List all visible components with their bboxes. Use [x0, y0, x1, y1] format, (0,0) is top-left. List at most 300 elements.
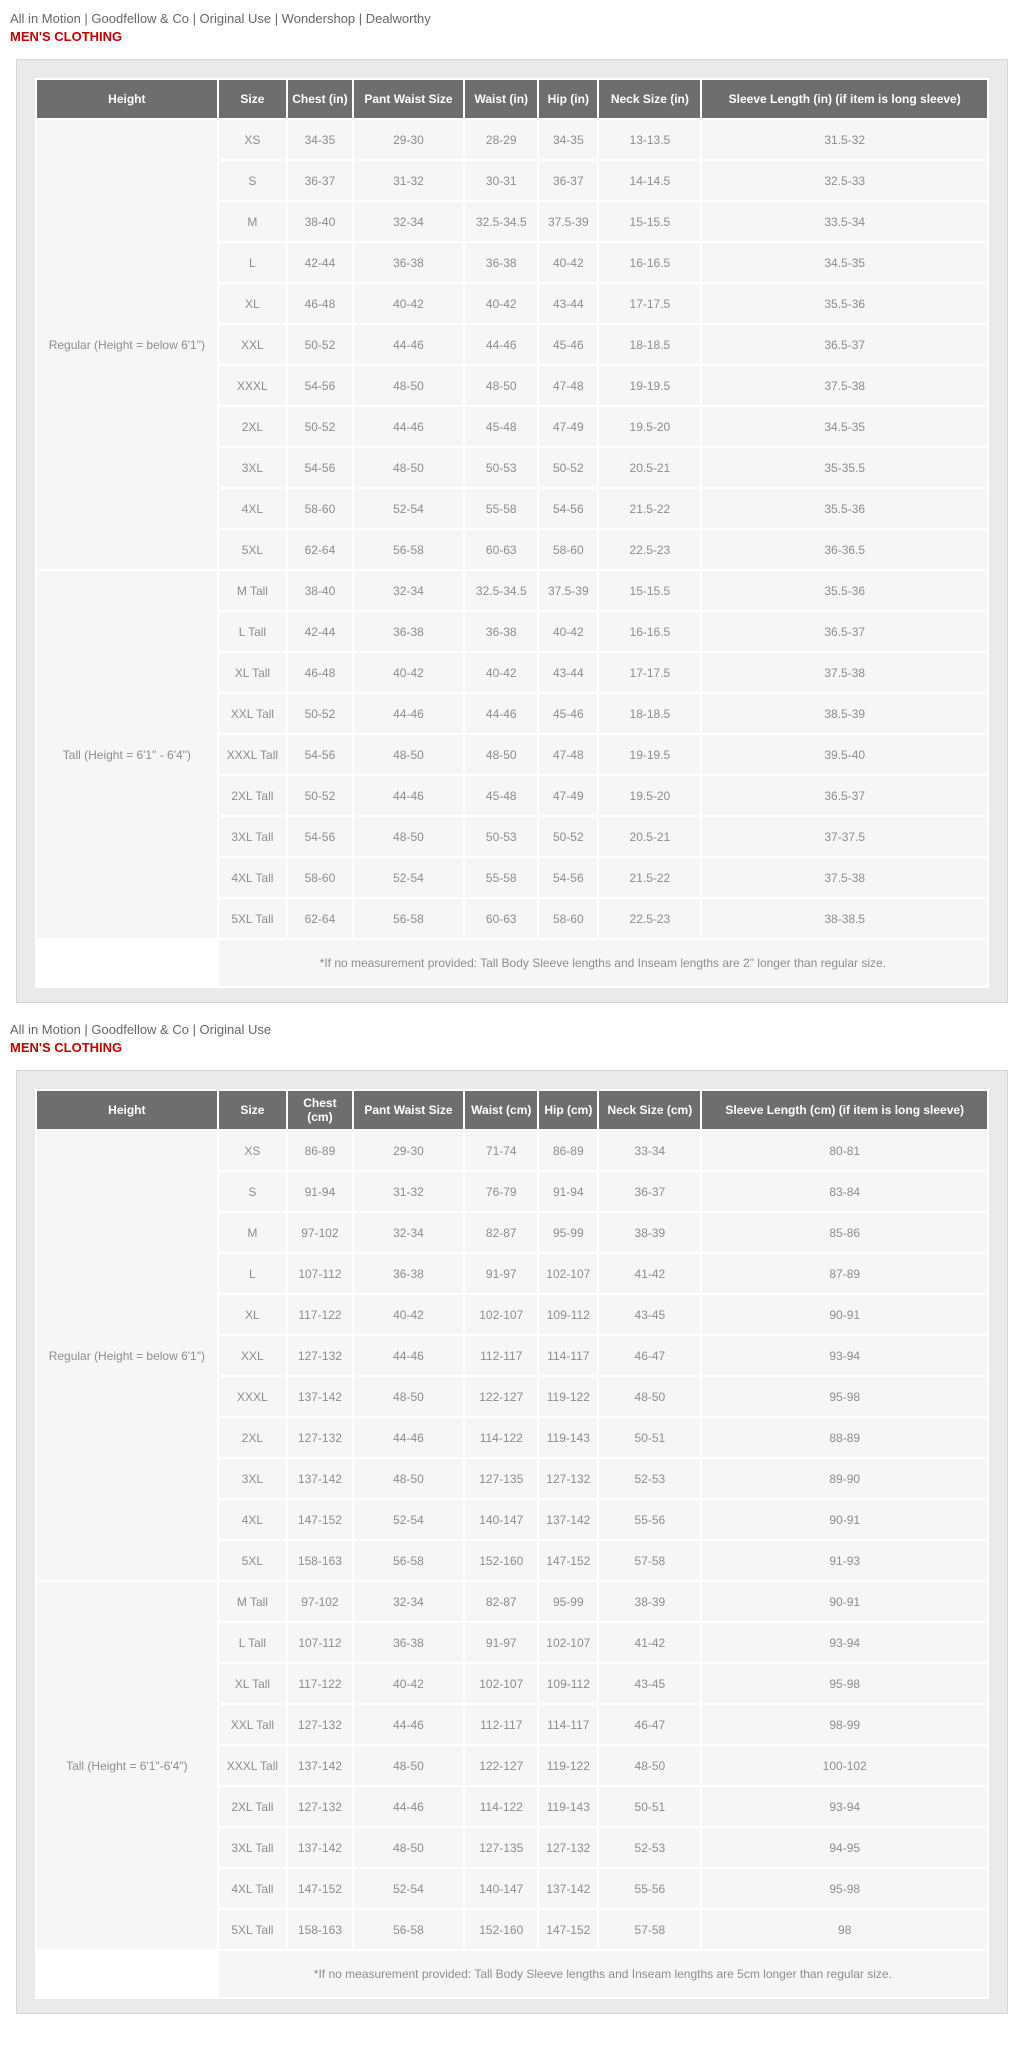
- measurement-cell: 127-135: [465, 1459, 537, 1498]
- measurement-cell: 140-147: [465, 1500, 537, 1539]
- measurement-cell: 86-89: [539, 1131, 597, 1170]
- measurement-cell: 36-38: [465, 612, 537, 651]
- measurement-cell: 52-53: [599, 1828, 700, 1867]
- measurement-cell: 97-102: [288, 1582, 352, 1621]
- measurement-cell: 85-86: [702, 1213, 987, 1252]
- measurement-cell: 89-90: [702, 1459, 987, 1498]
- measurement-cell: 102-107: [465, 1664, 537, 1703]
- measurement-cell: 16-16.5: [599, 243, 700, 282]
- measurement-cell: 140-147: [465, 1869, 537, 1908]
- column-header: Height: [37, 1091, 217, 1129]
- measurement-cell: 44-46: [354, 694, 464, 733]
- measurement-cell: 137-142: [288, 1459, 352, 1498]
- measurement-cell: 38.5-39: [702, 694, 987, 733]
- measurement-cell: 56-58: [354, 1541, 464, 1580]
- measurement-cell: 35-35.5: [702, 448, 987, 487]
- measurement-cell: 38-39: [599, 1582, 700, 1621]
- measurement-cell: 137-142: [288, 1746, 352, 1785]
- measurement-cell: 43-44: [539, 284, 597, 323]
- measurement-cell: 102-107: [465, 1295, 537, 1334]
- measurement-cell: 31-32: [354, 161, 464, 200]
- measurement-cell: 16-16.5: [599, 612, 700, 651]
- size-label-cell: 4XL Tall: [219, 858, 286, 897]
- size-label-cell: XXXL Tall: [219, 735, 286, 774]
- measurement-cell: 50-52: [288, 325, 352, 364]
- size-label-cell: L: [219, 243, 286, 282]
- measurement-cell: 43-44: [539, 653, 597, 692]
- measurement-cell: 18-18.5: [599, 694, 700, 733]
- measurement-cell: 152-160: [465, 1910, 537, 1949]
- measurement-cell: 46-47: [599, 1336, 700, 1375]
- size-label-cell: S: [219, 1172, 286, 1211]
- measurement-cell: 80-81: [702, 1131, 987, 1170]
- column-header: Size: [219, 1091, 286, 1129]
- measurement-cell: 44-46: [354, 325, 464, 364]
- measurement-cell: 52-54: [354, 1500, 464, 1539]
- measurement-cell: 127-132: [539, 1459, 597, 1498]
- measurement-cell: 60-63: [465, 899, 537, 938]
- measurement-cell: 43-45: [599, 1295, 700, 1334]
- measurement-cell: 37.5-38: [702, 653, 987, 692]
- table-header-row: [37, 1091, 987, 1129]
- measurement-cell: 95-98: [702, 1377, 987, 1416]
- size-label-cell: L Tall: [219, 612, 286, 651]
- size-label-cell: 3XL: [219, 1459, 286, 1498]
- measurement-cell: 32-34: [354, 1213, 464, 1252]
- measurement-cell: 40-42: [465, 653, 537, 692]
- size-label-cell: M Tall: [219, 571, 286, 610]
- column-header: Pant Waist Size: [354, 1091, 464, 1129]
- measurement-cell: 44-46: [354, 1787, 464, 1826]
- measurement-cell: 36-38: [354, 1254, 464, 1293]
- measurement-cell: 42-44: [288, 243, 352, 282]
- measurement-cell: 40-42: [354, 653, 464, 692]
- measurement-cell: 54-56: [288, 817, 352, 856]
- measurement-cell: 119-143: [539, 1418, 597, 1457]
- measurement-cell: 45-48: [465, 776, 537, 815]
- measurement-cell: 52-54: [354, 1869, 464, 1908]
- table-header-row: [37, 80, 987, 118]
- measurement-cell: 19-19.5: [599, 735, 700, 774]
- column-header: Height: [37, 80, 217, 118]
- measurement-cell: 17-17.5: [599, 653, 700, 692]
- brand-list: All in Motion | Goodfellow & Co | Original Use | Wondershop | Dealworthy: [10, 11, 431, 26]
- measurement-cell: 114-117: [539, 1336, 597, 1375]
- measurement-cell: 50-51: [599, 1418, 700, 1457]
- measurement-cell: 45-48: [465, 407, 537, 446]
- measurement-cell: 31-32: [354, 1172, 464, 1211]
- measurement-cell: 38-39: [599, 1213, 700, 1252]
- measurement-cell: 48-50: [354, 366, 464, 405]
- measurement-cell: 38-40: [288, 202, 352, 241]
- measurement-cell: 91-97: [465, 1623, 537, 1662]
- measurement-cell: 114-122: [465, 1418, 537, 1457]
- measurement-cell: 20.5-21: [599, 448, 700, 487]
- measurement-cell: 58-60: [539, 899, 597, 938]
- measurement-cell: 50-52: [288, 776, 352, 815]
- measurement-cell: 36-36.5: [702, 530, 987, 569]
- measurement-cell: 54-56: [288, 366, 352, 405]
- measurement-cell: 91-94: [539, 1172, 597, 1211]
- measurement-cell: 39.5-40: [702, 735, 987, 774]
- measurement-cell: 46-48: [288, 284, 352, 323]
- measurement-cell: 114-117: [539, 1705, 597, 1744]
- measurement-cell: 54-56: [288, 448, 352, 487]
- measurement-cell: 37.5-39: [539, 571, 597, 610]
- measurement-cell: 36-37: [539, 161, 597, 200]
- size-label-cell: 4XL Tall: [219, 1869, 286, 1908]
- measurement-cell: 44-46: [354, 1705, 464, 1744]
- measurement-cell: 50-52: [539, 817, 597, 856]
- measurement-cell: 15-15.5: [599, 571, 700, 610]
- size-label-cell: XL: [219, 284, 286, 323]
- measurement-cell: 41-42: [599, 1623, 700, 1662]
- measurement-cell: 48-50: [354, 817, 464, 856]
- measurement-cell: 76-79: [465, 1172, 537, 1211]
- measurement-cell: 109-112: [539, 1664, 597, 1703]
- measurement-cell: 127-132: [288, 1705, 352, 1744]
- column-header: Neck Size (cm): [599, 1091, 700, 1129]
- measurement-cell: 58-60: [539, 530, 597, 569]
- measurement-cell: 91-97: [465, 1254, 537, 1293]
- measurement-cell: 32-34: [354, 571, 464, 610]
- size-label-cell: M Tall: [219, 1582, 286, 1621]
- measurement-cell: 97-102: [288, 1213, 352, 1252]
- size-label-cell: XXL: [219, 1336, 286, 1375]
- measurement-cell: 82-87: [465, 1213, 537, 1252]
- measurement-cell: 91-94: [288, 1172, 352, 1211]
- measurement-cell: 58-60: [288, 489, 352, 528]
- measurement-cell: 117-122: [288, 1295, 352, 1334]
- size-label-cell: 2XL Tall: [219, 1787, 286, 1826]
- size-label-cell: XXL Tall: [219, 694, 286, 733]
- measurement-cell: 137-142: [539, 1500, 597, 1539]
- table-footnote: *If no measurement provided: Tall Body Sleeve lengths and Inseam lengths are 2" longer than regular size.: [219, 940, 987, 986]
- measurement-cell: 83-84: [702, 1172, 987, 1211]
- measurement-cell: 33.5-34: [702, 202, 987, 241]
- measurement-cell: 48-50: [354, 448, 464, 487]
- size-label-cell: 3XL: [219, 448, 286, 487]
- measurement-cell: 112-117: [465, 1336, 537, 1375]
- measurement-cell: 37.5-39: [539, 202, 597, 241]
- measurement-cell: 45-46: [539, 694, 597, 733]
- measurement-cell: 55-58: [465, 489, 537, 528]
- size-label-cell: M: [219, 1213, 286, 1252]
- size-label-cell: 2XL: [219, 407, 286, 446]
- measurement-cell: 91-93: [702, 1541, 987, 1580]
- measurement-cell: 58-60: [288, 858, 352, 897]
- measurement-cell: 19.5-20: [599, 776, 700, 815]
- height-group-label: Regular (Height = below 6'1"): [37, 1131, 217, 1580]
- measurement-cell: 60-63: [465, 530, 537, 569]
- measurement-cell: 147-152: [288, 1869, 352, 1908]
- measurement-cell: 90-91: [702, 1295, 987, 1334]
- measurement-cell: 35.5-36: [702, 284, 987, 323]
- measurement-cell: 127-132: [288, 1418, 352, 1457]
- measurement-cell: 41-42: [599, 1254, 700, 1293]
- measurement-cell: 137-142: [288, 1828, 352, 1867]
- measurement-cell: 29-30: [354, 1131, 464, 1170]
- brand-list: All in Motion | Goodfellow & Co | Original Use: [10, 1022, 272, 1038]
- size-chart-panel-cm: [16, 1070, 1008, 2014]
- measurement-cell: 48-50: [465, 735, 537, 774]
- measurement-cell: 71-74: [465, 1131, 537, 1170]
- measurement-cell: 54-56: [539, 489, 597, 528]
- size-label-cell: 5XL Tall: [219, 1910, 286, 1949]
- measurement-cell: 48-50: [354, 1746, 464, 1785]
- measurement-cell: 95-99: [539, 1582, 597, 1621]
- measurement-cell: 47-49: [539, 776, 597, 815]
- measurement-cell: 107-112: [288, 1254, 352, 1293]
- column-header: Hip (in): [539, 80, 597, 118]
- measurement-cell: 147-152: [539, 1541, 597, 1580]
- measurement-cell: 98-99: [702, 1705, 987, 1744]
- size-label-cell: XXL: [219, 325, 286, 364]
- size-label-cell: XXXL: [219, 1377, 286, 1416]
- measurement-cell: 34.5-35: [702, 407, 987, 446]
- measurement-cell: 127-135: [465, 1828, 537, 1867]
- measurement-cell: 127-132: [288, 1787, 352, 1826]
- size-chart-panel-inches: [16, 59, 1008, 1003]
- size-label-cell: 2XL Tall: [219, 776, 286, 815]
- measurement-cell: 20.5-21: [599, 817, 700, 856]
- measurement-cell: 55-56: [599, 1500, 700, 1539]
- size-chart-section-cm: [0, 1021, 1024, 2014]
- measurement-cell: 54-56: [539, 858, 597, 897]
- measurement-cell: 21.5-22: [599, 489, 700, 528]
- column-header: Hip (cm): [539, 1091, 597, 1129]
- measurement-cell: 13-13.5: [599, 120, 700, 159]
- measurement-cell: 119-122: [539, 1377, 597, 1416]
- size-label-cell: 2XL: [219, 1418, 286, 1457]
- size-label-cell: 3XL Tall: [219, 817, 286, 856]
- size-label-cell: 5XL Tall: [219, 899, 286, 938]
- measurement-cell: 122-127: [465, 1746, 537, 1785]
- measurement-cell: 102-107: [539, 1254, 597, 1293]
- size-label-cell: S: [219, 161, 286, 200]
- measurement-cell: 35.5-36: [702, 571, 987, 610]
- measurement-cell: 32.5-33: [702, 161, 987, 200]
- measurement-cell: 34-35: [539, 120, 597, 159]
- measurement-cell: 37.5-38: [702, 858, 987, 897]
- measurement-cell: 95-98: [702, 1869, 987, 1908]
- measurement-cell: 62-64: [288, 899, 352, 938]
- measurement-cell: 40-42: [539, 243, 597, 282]
- measurement-cell: 147-152: [288, 1500, 352, 1539]
- measurement-cell: 31.5-32: [702, 120, 987, 159]
- measurement-cell: 32.5-34.5: [465, 571, 537, 610]
- measurement-cell: 62-64: [288, 530, 352, 569]
- measurement-cell: 56-58: [354, 530, 464, 569]
- height-group-label: Tall (Height = 6'1" - 6'4"): [37, 571, 217, 938]
- measurement-cell: 35.5-36: [702, 489, 987, 528]
- measurement-cell: 44-46: [354, 1418, 464, 1457]
- table-row: [37, 1582, 987, 1621]
- column-header: Pant Waist Size: [354, 80, 464, 118]
- size-label-cell: 5XL: [219, 1541, 286, 1580]
- section-title: MEN'S CLOTHING: [10, 28, 123, 44]
- measurement-cell: 44-46: [465, 694, 537, 733]
- measurement-cell: 44-46: [354, 776, 464, 815]
- measurement-cell: 44-46: [465, 325, 537, 364]
- size-label-cell: XXXL: [219, 366, 286, 405]
- measurement-cell: 33-34: [599, 1131, 700, 1170]
- height-group-label: Tall (Height = 6'1"-6'4"): [37, 1582, 217, 1949]
- section-title: MEN'S CLOTHING: [10, 1039, 123, 1055]
- measurement-cell: 109-112: [539, 1295, 597, 1334]
- measurement-cell: 95-98: [702, 1664, 987, 1703]
- measurement-cell: 112-117: [465, 1705, 537, 1744]
- measurement-cell: 48-50: [465, 366, 537, 405]
- measurement-cell: 117-122: [288, 1664, 352, 1703]
- column-header: Chest (cm): [288, 1091, 352, 1129]
- measurement-cell: 40-42: [539, 612, 597, 651]
- measurement-cell: 38-40: [288, 571, 352, 610]
- measurement-cell: 119-122: [539, 1746, 597, 1785]
- size-label-cell: 5XL: [219, 530, 286, 569]
- measurement-cell: 37-37.5: [702, 817, 987, 856]
- measurement-cell: 22.5-23: [599, 530, 700, 569]
- height-group-label: Regular (Height = below 6'1"): [37, 120, 217, 569]
- measurement-cell: 44-46: [354, 1336, 464, 1375]
- measurement-cell: 86-89: [288, 1131, 352, 1170]
- measurement-cell: 45-46: [539, 325, 597, 364]
- size-label-cell: XS: [219, 120, 286, 159]
- table-row: [37, 120, 987, 159]
- measurement-cell: 36.5-37: [702, 776, 987, 815]
- measurement-cell: 15-15.5: [599, 202, 700, 241]
- measurement-cell: 98: [702, 1910, 987, 1949]
- measurement-cell: 47-48: [539, 366, 597, 405]
- measurement-cell: 38-38.5: [702, 899, 987, 938]
- size-label-cell: XL Tall: [219, 1664, 286, 1703]
- measurement-cell: 46-48: [288, 653, 352, 692]
- measurement-cell: 90-91: [702, 1582, 987, 1621]
- measurement-cell: 54-56: [288, 735, 352, 774]
- measurement-cell: 95-99: [539, 1213, 597, 1252]
- measurement-cell: 43-45: [599, 1664, 700, 1703]
- measurement-cell: 50-52: [539, 448, 597, 487]
- size-label-cell: M: [219, 202, 286, 241]
- measurement-cell: 48-50: [354, 1459, 464, 1498]
- measurement-cell: 44-46: [354, 407, 464, 446]
- measurement-cell: 46-47: [599, 1705, 700, 1744]
- measurement-cell: 94-95: [702, 1828, 987, 1867]
- measurement-cell: 55-56: [599, 1869, 700, 1908]
- measurement-cell: 48-50: [354, 1377, 464, 1416]
- measurement-cell: 88-89: [702, 1418, 987, 1457]
- column-header: Chest (in): [288, 80, 352, 118]
- measurement-cell: 152-160: [465, 1541, 537, 1580]
- measurement-cell: 93-94: [702, 1787, 987, 1826]
- measurement-cell: 93-94: [702, 1623, 987, 1662]
- measurement-cell: 36-38: [465, 243, 537, 282]
- measurement-cell: 42-44: [288, 612, 352, 651]
- measurement-cell: 102-107: [539, 1623, 597, 1662]
- column-header: Neck Size (in): [599, 80, 700, 118]
- measurement-cell: 50-52: [288, 694, 352, 733]
- column-header: Sleeve Length (cm) (if item is long sleeve): [702, 1091, 987, 1129]
- measurement-cell: 30-31: [465, 161, 537, 200]
- measurement-cell: 147-152: [539, 1910, 597, 1949]
- measurement-cell: 114-122: [465, 1787, 537, 1826]
- size-label-cell: XL: [219, 1295, 286, 1334]
- measurement-cell: 52-54: [354, 858, 464, 897]
- footnote-spacer: [37, 940, 217, 986]
- measurement-cell: 107-112: [288, 1623, 352, 1662]
- footnote-row: [37, 940, 987, 986]
- footnote-spacer: [37, 1951, 217, 1997]
- size-label-cell: 3XL Tall: [219, 1828, 286, 1867]
- measurement-cell: 50-53: [465, 817, 537, 856]
- measurement-cell: 56-58: [354, 899, 464, 938]
- measurement-cell: 119-143: [539, 1787, 597, 1826]
- measurement-cell: 50-53: [465, 448, 537, 487]
- measurement-cell: 36-37: [288, 161, 352, 200]
- measurement-cell: 47-49: [539, 407, 597, 446]
- measurement-cell: 36-38: [354, 243, 464, 282]
- measurement-cell: 127-132: [288, 1336, 352, 1375]
- measurement-cell: 29-30: [354, 120, 464, 159]
- size-chart-table-inches: [35, 78, 989, 988]
- measurement-cell: 48-50: [599, 1746, 700, 1785]
- measurement-cell: 48-50: [599, 1377, 700, 1416]
- measurement-cell: 19-19.5: [599, 366, 700, 405]
- column-header: Size: [219, 80, 286, 118]
- table-row: [37, 1131, 987, 1170]
- size-label-cell: 4XL: [219, 1500, 286, 1539]
- measurement-cell: 36-38: [354, 1623, 464, 1662]
- table-footnote: *If no measurement provided: Tall Body Sleeve lengths and Inseam lengths are 5cm longer than regular size.: [219, 1951, 987, 1997]
- column-header: Sleeve Length (in) (if item is long sleeve): [702, 80, 987, 118]
- measurement-cell: 82-87: [465, 1582, 537, 1621]
- measurement-cell: 18-18.5: [599, 325, 700, 364]
- size-label-cell: XS: [219, 1131, 286, 1170]
- measurement-cell: 40-42: [354, 284, 464, 323]
- measurement-cell: 52-54: [354, 489, 464, 528]
- size-label-cell: XXL Tall: [219, 1705, 286, 1744]
- column-header: Waist (in): [465, 80, 537, 118]
- measurement-cell: 19.5-20: [599, 407, 700, 446]
- measurement-cell: 34-35: [288, 120, 352, 159]
- measurement-cell: 14-14.5: [599, 161, 700, 200]
- measurement-cell: 48-50: [354, 735, 464, 774]
- measurement-cell: 40-42: [465, 284, 537, 323]
- measurement-cell: 100-102: [702, 1746, 987, 1785]
- measurement-cell: 158-163: [288, 1910, 352, 1949]
- size-chart-section-inches: [0, 10, 1024, 1003]
- measurement-cell: 40-42: [354, 1664, 464, 1703]
- measurement-cell: 36-38: [354, 612, 464, 651]
- measurement-cell: 90-91: [702, 1500, 987, 1539]
- measurement-cell: 37.5-38: [702, 366, 987, 405]
- measurement-cell: 93-94: [702, 1336, 987, 1375]
- measurement-cell: 32-34: [354, 202, 464, 241]
- size-label-cell: XL Tall: [219, 653, 286, 692]
- measurement-cell: 48-50: [354, 1828, 464, 1867]
- measurement-cell: 17-17.5: [599, 284, 700, 323]
- table-row: [37, 571, 987, 610]
- measurement-cell: 52-53: [599, 1459, 700, 1498]
- measurement-cell: 32-34: [354, 1582, 464, 1621]
- size-label-cell: L Tall: [219, 1623, 286, 1662]
- measurement-cell: 137-142: [288, 1377, 352, 1416]
- measurement-cell: 57-58: [599, 1541, 700, 1580]
- measurement-cell: 50-52: [288, 407, 352, 446]
- measurement-cell: 87-89: [702, 1254, 987, 1293]
- measurement-cell: 34.5-35: [702, 243, 987, 282]
- measurement-cell: 158-163: [288, 1541, 352, 1580]
